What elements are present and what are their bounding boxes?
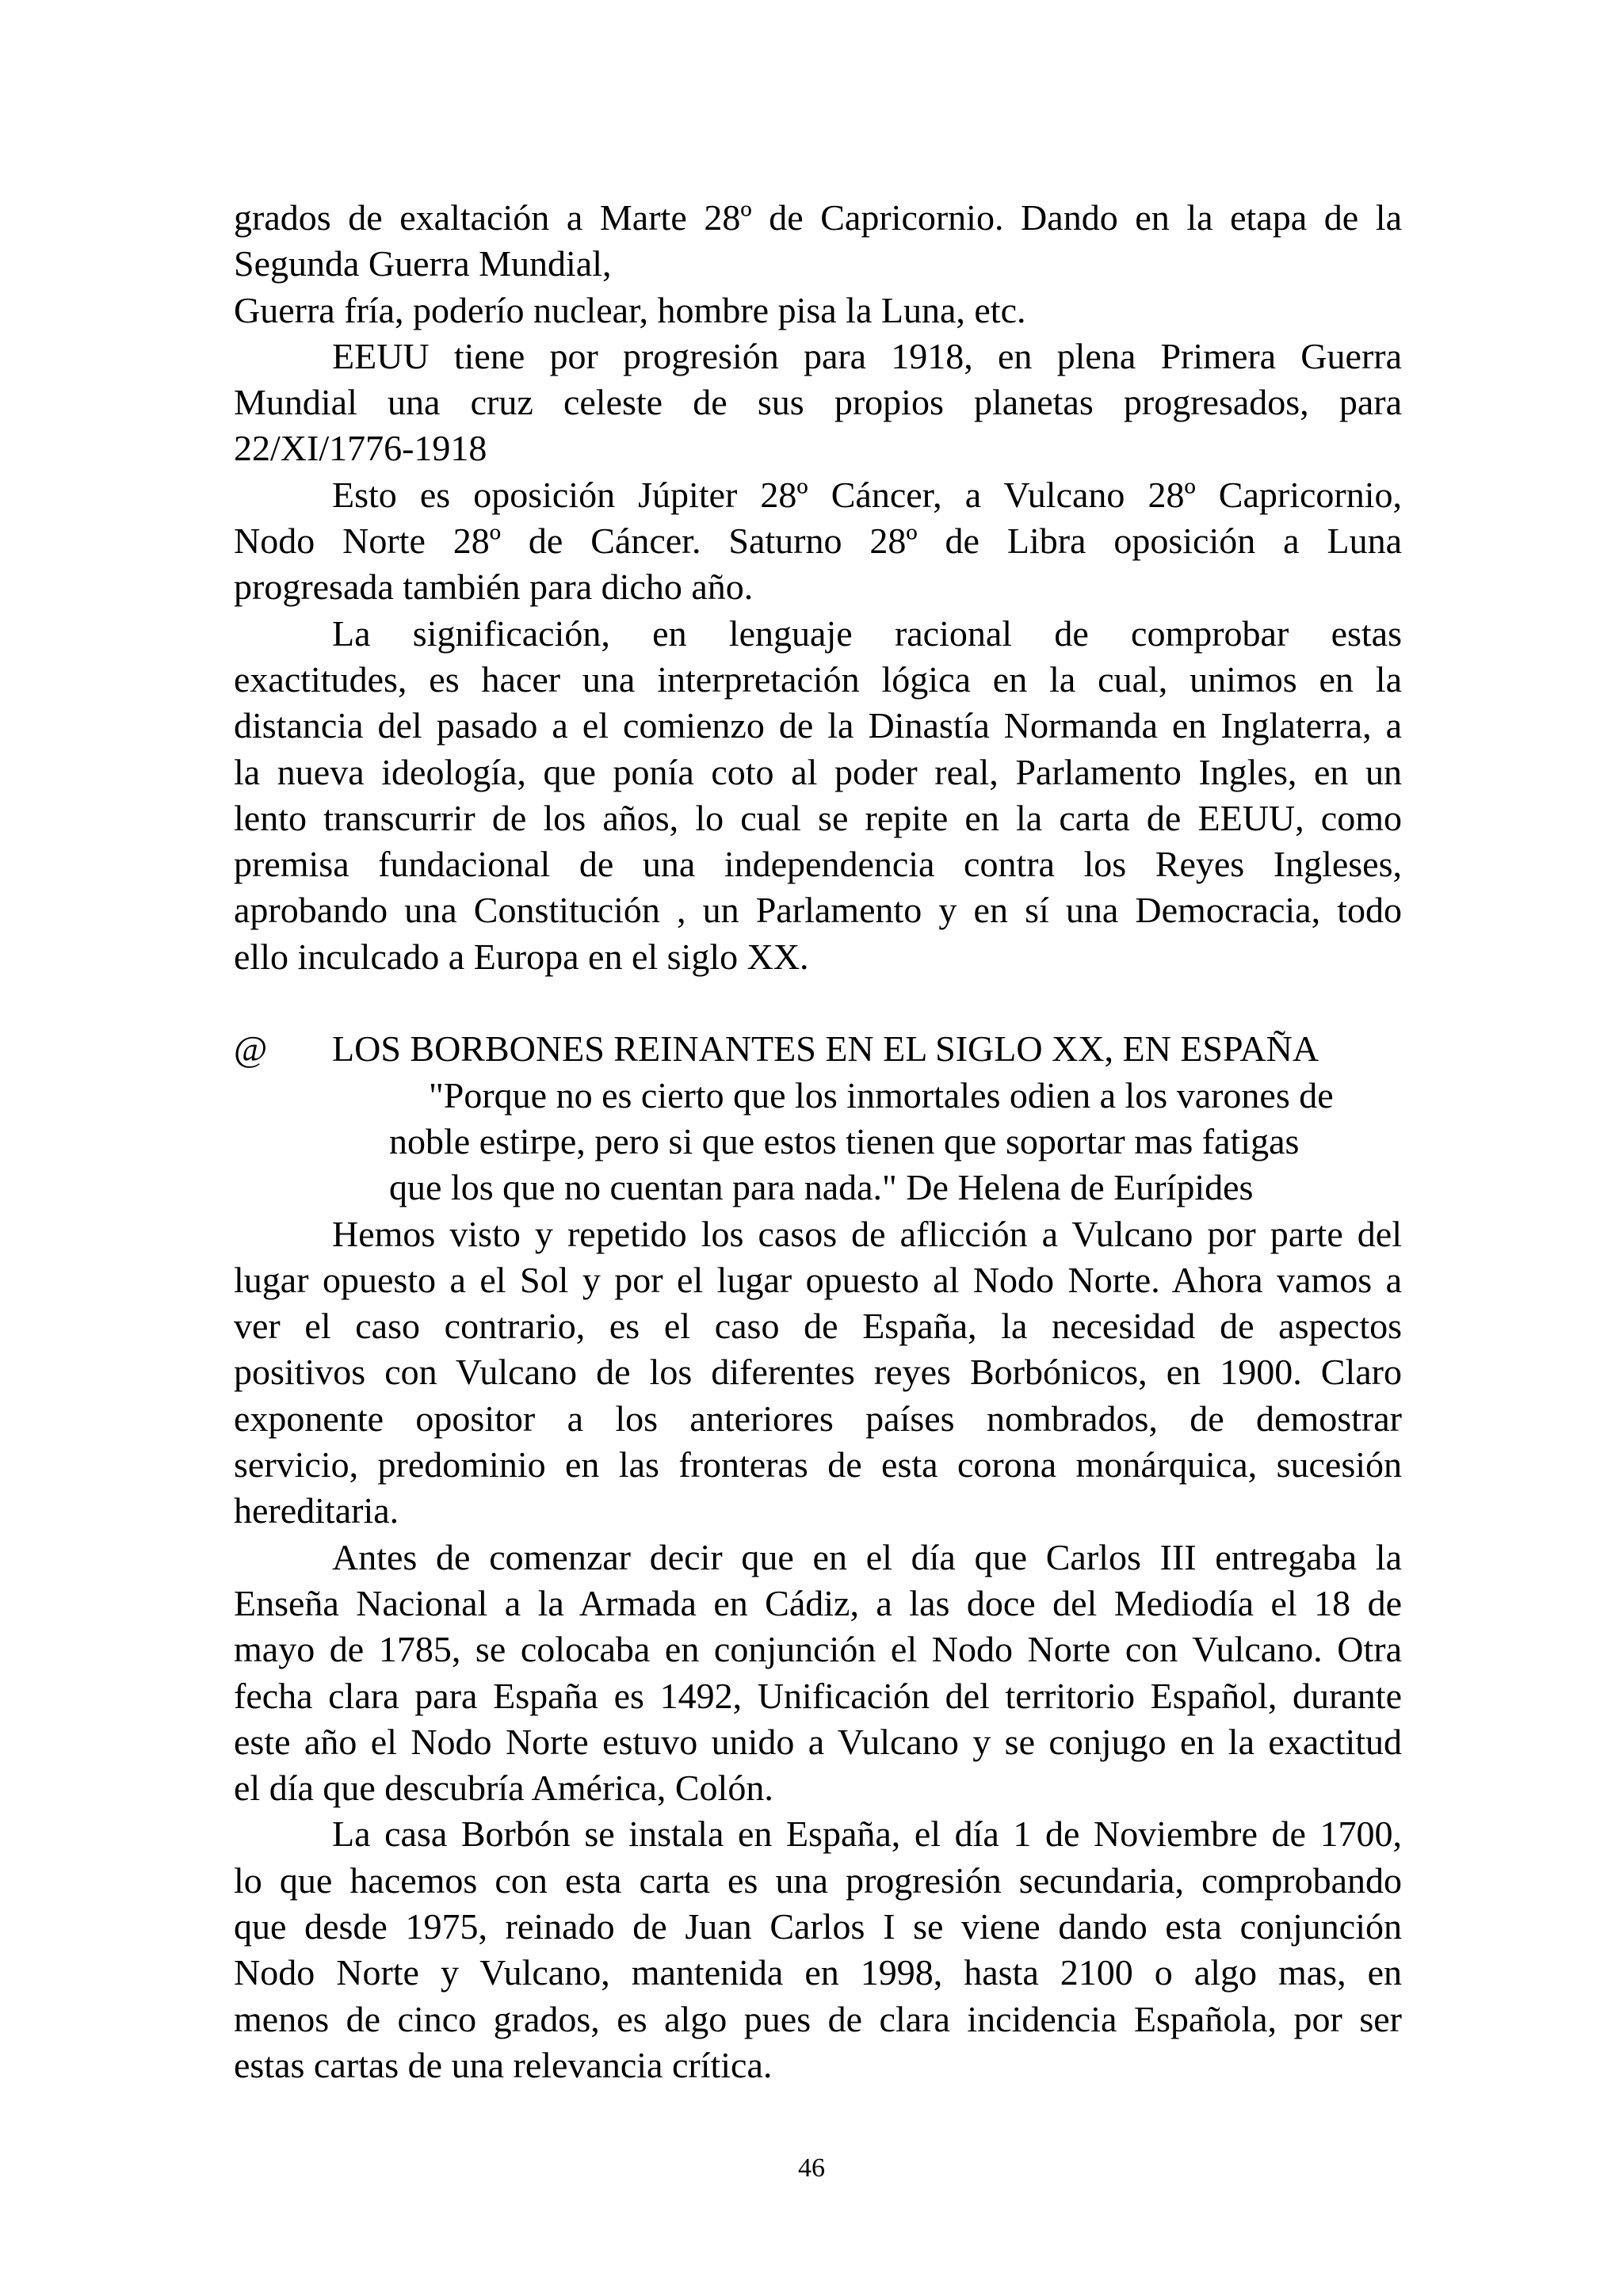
epigraph-quote: [234, 1073, 1402, 1211]
quote-line: noble estirpe, pero si que estos tienen que soportar mas fatigas: [389, 1120, 1300, 1161]
text-line: lento transcurrir de los años, lo cual se repite en la carta de EEUU, como: [234, 797, 1402, 838]
text-line: progresada también para dicho año.: [234, 566, 754, 608]
page-number: 46: [798, 2153, 825, 2183]
text-line: EEUU tiene por progresión para 1918, en plena Primera Guerra: [332, 335, 1402, 376]
text-line: Nodo Norte 28º de Cáncer. Saturno 28º de Libra oposición a Luna: [234, 521, 1402, 562]
text-line: Antes de comenzar decir que en el día que Carlos III entregaba la: [332, 1536, 1402, 1577]
paragraph-7: [234, 1535, 1402, 1812]
text-line: Mundial una cruz celeste de sus propios planetas progresados, para: [234, 382, 1402, 423]
blank-line: [234, 980, 1402, 1026]
quote-line: que los que no cuentan para nada." De Helena de Eurípides: [389, 1167, 1254, 1208]
text-line: el día que descubría América, Colón.: [234, 1768, 773, 1809]
text-line: mayo de 1785, se colocaba en conjunción el Nodo Norte con Vulcano. Otra: [234, 1629, 1402, 1670]
text-line: positivos con Vulcano de los diferentes reyes Borbónicos, en 1900. Claro: [234, 1352, 1402, 1393]
text-line: la nueva ideología, que ponía coto al poder real, Parlamento Ingles, en un: [234, 751, 1402, 792]
text-line: servicio, predominio en las fronteras de esta corona monárquica, sucesión: [234, 1444, 1402, 1486]
text-line: exponente opositor a los anteriores países nombrados, de demostrar: [234, 1398, 1402, 1439]
text-line: grados de exaltación a Marte 28º de Capricornio. Dando en la etapa de la: [234, 197, 1402, 238]
text-line: Enseña Nacional a la Armada en Cádiz, a las doce del Mediodía el 18 de: [234, 1582, 1402, 1623]
paragraph-1: [234, 195, 1402, 288]
paragraph-8: [234, 1811, 1402, 2088]
text-line: este año el Nodo Norte estuvo unido a Vulcano y se conjugo en la exactitud: [234, 1721, 1402, 1762]
heading-symbol: @: [234, 1028, 268, 1070]
paragraph-6: [234, 1211, 1402, 1535]
paragraph-3: [234, 334, 1402, 472]
quote-line: "Porque no es cierto que los inmortales odien a los varones de: [429, 1074, 1334, 1116]
text-line: menos de cinco grados, es algo pues de clara incidencia Española, por ser: [234, 1998, 1402, 2039]
text-line: aprobando una Constitución , un Parlamento y en sí una Democracia, todo: [234, 890, 1402, 931]
paragraph-2: [234, 288, 1402, 334]
text-line: hereditaria.: [234, 1490, 399, 1531]
text-line: Nodo Norte y Vulcano, mantenida en 1998, hasta 2100 o algo mas, en: [234, 1952, 1402, 1993]
text-line: fecha clara para España es 1492, Unificación del territorio Español, durante: [234, 1675, 1402, 1716]
text-line: ver el caso contrario, es el caso de España, la necesidad de aspectos: [234, 1306, 1402, 1347]
text-line: La casa Borbón se instala en España, el día 1 de Noviembre de 1700,: [332, 1814, 1402, 1855]
text-line: exactitudes, es hacer una interpretación lógica en la cual, unimos en la: [234, 658, 1402, 700]
text-line: premisa fundacional de una independencia contra los Reyes Ingleses,: [234, 844, 1402, 885]
text-line: Esto es oposición Júpiter 28º Cáncer, a Vulcano 28º Capricornio,: [332, 474, 1402, 515]
text-line: 22/XI/1776-1918: [234, 428, 487, 469]
text-line: lo que hacemos con esta carta es una progresión secundaria, comprobando: [234, 1859, 1402, 1901]
text-line: Hemos visto y repetido los casos de aflicción a Vulcano por parte del: [332, 1213, 1402, 1254]
text-line: Segunda Guerra Mundial,: [234, 243, 612, 284]
text-line: ello inculcado a Europa en el siglo XX.: [234, 936, 809, 977]
paragraph-5: [234, 611, 1402, 980]
body-text: [234, 195, 1402, 2088]
text-line: lugar opuesto a el Sol y por el lugar opuesto al Nodo Norte. Ahora vamos a: [234, 1259, 1402, 1300]
text-line: Guerra fría, poderío nuclear, hombre pisa la Luna, etc.: [234, 289, 1026, 330]
text-line: estas cartas de una relevancia crítica.: [234, 2044, 773, 2085]
text-line: que desde 1975, reinado de Juan Carlos I se viene dando esta conjunción: [234, 1905, 1402, 1947]
paragraph-4: [234, 472, 1402, 611]
heading-title: LOS BORBONES REINANTES EN EL SIGLO XX, EN ESPAÑA: [332, 1028, 1319, 1070]
text-line: distancia del pasado a el comienzo de la Dinastía Normanda en Inglaterra, a: [234, 705, 1402, 746]
section-heading: [234, 1026, 1402, 1072]
text-line: La significación, en lenguaje racional de comprobar estas: [332, 612, 1402, 654]
